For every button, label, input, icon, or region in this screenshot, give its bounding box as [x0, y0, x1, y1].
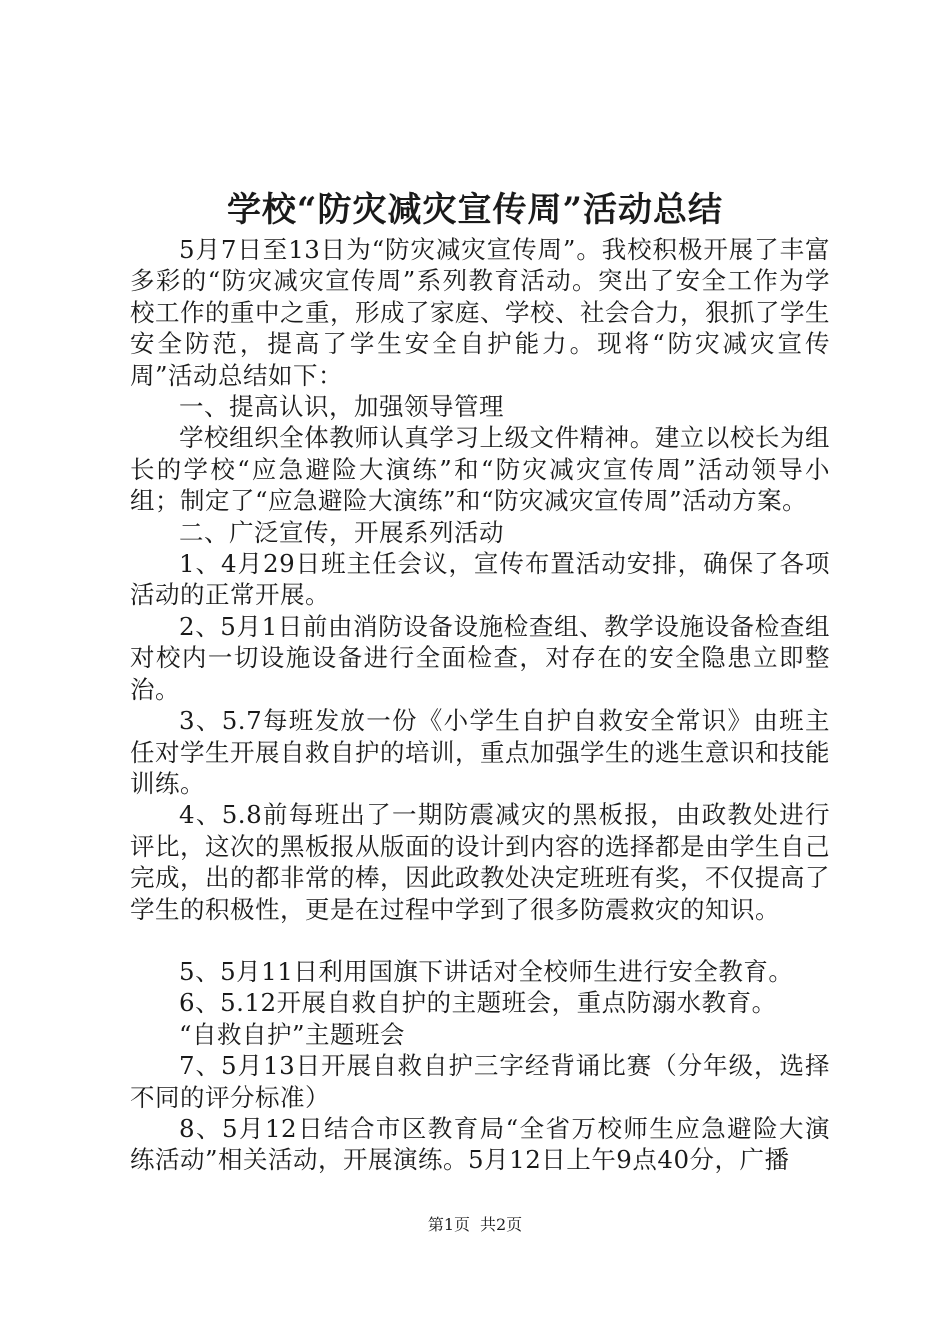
list-item: 1、4月29日班主任会议，宣传布置活动安排，确保了各项活动的正常开展。 — [130, 549, 830, 610]
list-item: 6、5.12开展自救自护的主题班会，重点防溺水教育。 — [179, 988, 777, 1018]
subheading-theme-meeting: “自救自护”主题班会 — [179, 1019, 406, 1049]
document-body — [130, 234, 830, 1176]
list-item: 7、5月13日开展自救自护三字经背诵比赛（分年级，选择不同的评分标准） — [130, 1051, 830, 1112]
paragraph-intro: 5月7日至13日为“防灾减灾宣传周”。我校积极开展了丰富多彩的“防灾减灾宣传周”系列教育活动。突出了安全工作为学校工作的重中之重，形成了家庭、学校、社会合力，狠抓了学生安全防范，提高了学生安全自护能力。现将“防灾减灾宣传周”活动总结如下： — [130, 235, 830, 390]
list-item: 3、5.7每班发放一份《小学生自护自救安全常识》由班主任对学生开展自救自护的培训，重点加强学生的逃生意识和技能训练。 — [130, 706, 830, 798]
list-item: 5、5月11日利用国旗下讲话对全校师生进行安全教育。 — [179, 956, 794, 986]
paragraph-leadership: 学校组织全体教师认真学习上级文件精神。建立以校长为组长的学校“应急避险大演练”和“防灾减灾宣传周”活动领导小组；制定了“应急避险大演练”和“防灾减灾宣传周”活动方案。 — [130, 423, 830, 516]
page-footer — [0, 1214, 950, 1236]
list-item: 4、5.8前每班出了一期防震减灾的黑板报，由政教处进行评比，这次的黑板报从版面的设计到内容的选择都是由学生自己完成，出的都非常的棒，因此政教处决定班班有奖，不仅提高了学生的积极性，更是在过程中学到了很多防震救灾的知识。 — [130, 800, 830, 924]
list-item: 8、5月12日结合市区教育局“全省万校师生应急避险大演练活动”相关活动，开展演练。5月12日上午9点40分，广播 — [130, 1113, 830, 1175]
list-item: 2、5月1日前由消防设备设施检查组、教学设施设备检查组对校内一切设施设备进行全面检查，对存在的安全隐患立即整治。 — [130, 611, 830, 704]
document-title: 学校“防灾减灾宣传周”活动总结 — [226, 190, 724, 230]
page-total: 共2页 — [480, 1215, 523, 1234]
section-heading-2: 二、广泛宣传，开展系列活动 — [179, 517, 504, 547]
section-heading-1: 一、提高认识，加强领导管理 — [179, 392, 504, 422]
page-number: 第1页 — [427, 1215, 470, 1234]
